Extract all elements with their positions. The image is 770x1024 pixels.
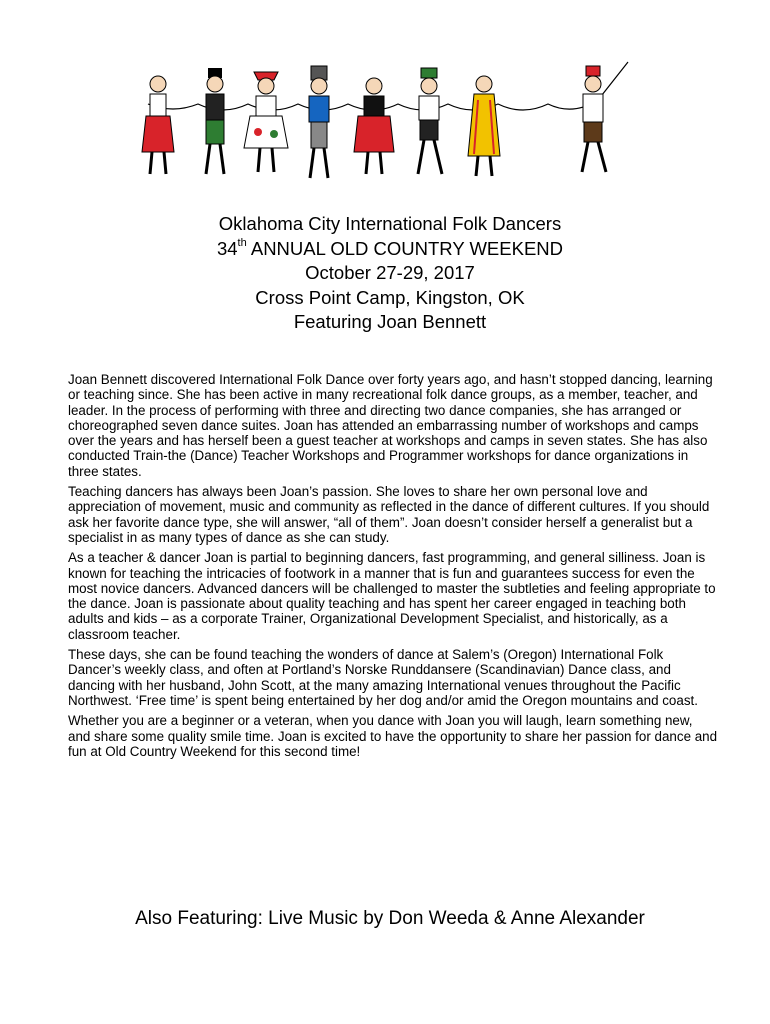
bio-paragraph: These days, she can be found teaching the wonders of dance at Salem’s (Oregon) International Folk Dancer’s weekly class, and often at Portland’s Norske Runddansere (Scandinavian) Dance class, and dancing with her husband, John Scott, at the many amazing International venues throughout the Pacific Northwest. ‘Free time’ is spent being entertained by her dog and/or amid the Oregon mountains and coast. <box>68 647 698 708</box>
dancer-7 <box>468 76 500 176</box>
event-header <box>0 212 770 335</box>
dancer-2 <box>206 68 224 174</box>
folk-dancers-illustration-icon <box>128 44 648 194</box>
bio-paragraph: Teaching dancers has always been Joan’s passion. She loves to share her own personal love and appreciation of movement, music and community as reflected in the dance of different cultures. If you should ask her favorite dance type, she will answer, “all of them”. Joan doesn’t consider herself a generalist but a specialist in as many types of dance as she can study. <box>68 484 710 545</box>
organization-name: Oklahoma City International Folk Dancers <box>218 213 562 234</box>
event-title <box>0 237 770 262</box>
event-ordinal-suffix: th <box>237 236 247 249</box>
dancer-4 <box>309 66 329 178</box>
dancer-5 <box>354 78 394 174</box>
dancer-1 <box>142 76 174 174</box>
bio-paragraph: Whether you are a beginner or a veteran, when you dance with Joan you will laugh, learn something new, and share some quality smile time. Joan is excited to have the opportunity to share her passion for dance and fun at Old Country Weekend for this second time! <box>68 713 718 759</box>
event-title-text: ANNUAL OLD COUNTRY WEEKEND <box>246 237 564 259</box>
event-ordinal: 34 <box>216 237 238 259</box>
bio-text <box>68 372 718 764</box>
dancer-8 <box>582 66 606 172</box>
featured-teacher: Featuring Joan Bennett <box>293 311 487 332</box>
music-announcement: Also Featuring: Live Music by Don Weeda & Anne Alexander <box>135 908 645 929</box>
bio-paragraph: Joan Bennett discovered International Folk Dance over forty years ago, and hasn’t stopped dancing, learning or teaching since. She has been active in many recreational folk dance groups, as a member, teacher, and leader. In the process of performing with three and directing two dance companies, she has arranged or choreographed seven dance suites. Joan has attended an embarrassing number of workshops and camps over the years and has herself been a guest teacher at workshops and camps in seven states. She has also conducted Train-the (Dance) Teacher Workshops and Programmer workshops for dance organizations in three states. <box>68 372 713 479</box>
event-dates: October 27-29, 2017 <box>305 262 475 283</box>
dancer-6 <box>418 68 442 174</box>
event-location: Cross Point Camp, Kingston, OK <box>255 286 525 308</box>
bio-paragraph: As a teacher & dancer Joan is partial to beginning dancers, fast programming, and general silliness. Joan is known for teaching the intricacies of footwork in a manner that is fun and guarantees success for even the most novice dancers. Advanced dancers will be challenged to master the subtleties and feeling appropriate to the dance. Joan is passionate about quality teaching and has spent her career engaged in teaching both adults and kids – as a corporate Trainer, Organizational Development Specialist, and historically, as a classroom teacher. <box>68 550 716 642</box>
dancer-3 <box>244 72 288 172</box>
